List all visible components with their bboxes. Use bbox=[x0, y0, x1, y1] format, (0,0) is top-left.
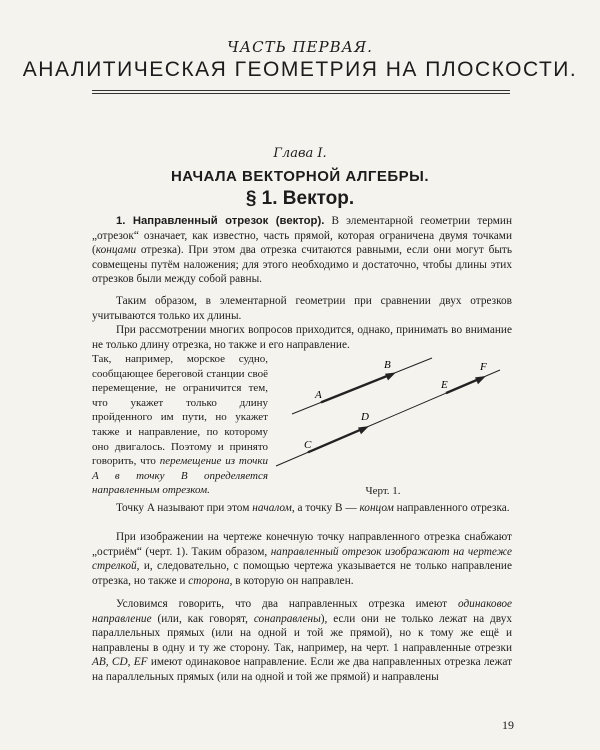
text-italic: одинаковое направление bbox=[92, 598, 512, 625]
text: В элементарной геометрии термин „отрезок“ означает, как известно, часть прямой, которая ограничена двумя точками ( bbox=[92, 215, 512, 257]
text-italic: перемещение из точки A в точку B определяется направленным отрезком. bbox=[92, 455, 268, 497]
figure-caption: Черт. 1. bbox=[365, 485, 401, 497]
text: отрезка). При этом два отрезка считаются равными, если они могут быть совмещены путём наложения; для этого необходимо и достаточно, чтобы длины этих отрезков были между собой равны. bbox=[92, 244, 512, 286]
paragraph-6 bbox=[92, 530, 512, 588]
arrowhead-b bbox=[385, 372, 396, 380]
label-d: D bbox=[361, 411, 369, 423]
label-f: F bbox=[480, 361, 487, 373]
text: Условимся говорить, что два направленных отрезка имеют bbox=[116, 598, 458, 610]
vector-ef bbox=[446, 379, 480, 394]
paragraph-7 bbox=[92, 597, 512, 685]
text-italic: AB, CD, EF bbox=[92, 656, 148, 669]
title-rule-top bbox=[92, 90, 510, 91]
vector-cd bbox=[308, 429, 363, 453]
text: имеют одинаковое направление. Если же два направленных отрезка лежат на параллельных прямых (или на одной и той же прямой) и направлены bbox=[92, 656, 513, 683]
chapter-label: Глава I. bbox=[273, 146, 327, 161]
vector-ab bbox=[321, 375, 390, 403]
label-a: A bbox=[315, 389, 322, 401]
text-italic: сонаправлены bbox=[253, 612, 321, 625]
text: Точку A называют при этом bbox=[116, 502, 253, 514]
paragraph-2: Таким образом, в элементарной геометрии при сравнении двух отрезков учитываются только их длины. bbox=[92, 295, 512, 322]
arrowhead-d bbox=[358, 426, 369, 434]
arrowhead-f bbox=[475, 376, 486, 384]
title-rule-bottom bbox=[92, 93, 510, 94]
page-number: 19 bbox=[502, 718, 514, 732]
section-title: § 1. Вектор. bbox=[245, 188, 355, 209]
text-italic: концами bbox=[95, 244, 137, 257]
part-title: ЧАСТЬ ПЕРВАЯ. bbox=[227, 38, 373, 56]
text: , а точку B — bbox=[291, 502, 360, 514]
paragraph-heading: 1. Направленный отрезок (вектор). bbox=[116, 215, 325, 227]
paragraph-1 bbox=[92, 214, 512, 287]
text-italic: концом bbox=[359, 502, 394, 514]
text: Так, например, морское судно, сообщающее береговой станции своё перемещение, не ограничится тем, что укажет только длину пройденного им пути, но укажет также и направление, по которому оно двигалось. Поэтому и принято говорить, что bbox=[92, 353, 268, 468]
figure-1 bbox=[268, 352, 518, 492]
book-title: АНАЛИТИЧЕСКАЯ ГЕОМЕТРИЯ НА ПЛОСКОСТИ. bbox=[22, 58, 578, 81]
text: ), если они не только лежат на двух параллельных прямых (или на одной и той же прямой), но к тому же ещё и направлены в одну и ту же сторону. Так, например, на черт. 1 направленные отрезки bbox=[92, 612, 512, 654]
chapter-title: НАЧАЛА ВЕКТОРНОЙ АЛГЕБРЫ. bbox=[170, 168, 430, 185]
label-b: B bbox=[384, 359, 391, 371]
text: (или, как говорят, bbox=[151, 612, 254, 625]
paragraph-5 bbox=[92, 501, 512, 516]
text: направленного отрезка. bbox=[393, 502, 510, 514]
text-italic: сторона bbox=[188, 574, 230, 587]
paragraph-4 bbox=[92, 352, 268, 498]
text: , в которую он направлен. bbox=[229, 574, 354, 587]
text-italic: началом bbox=[252, 502, 292, 514]
text: , и, следовательно, с помощью чертежа указывается не только направление отрезка, но также и bbox=[92, 560, 512, 587]
paragraph-3: При рассмотрении многих вопросов приходится, однако, принимать во внимание не только длину отрезка, но также и его направление. bbox=[92, 324, 512, 351]
text: При изображении на чертеже конечную точку направленного отрезка снабжают „остриём“ (черт. 1). Таким образом, bbox=[92, 531, 512, 558]
label-c: C bbox=[304, 439, 312, 451]
figure-1-drawing bbox=[268, 352, 518, 492]
text-italic: направленный отрезок изображают на чертеже стрелкой bbox=[92, 545, 512, 573]
label-e: E bbox=[441, 379, 448, 391]
